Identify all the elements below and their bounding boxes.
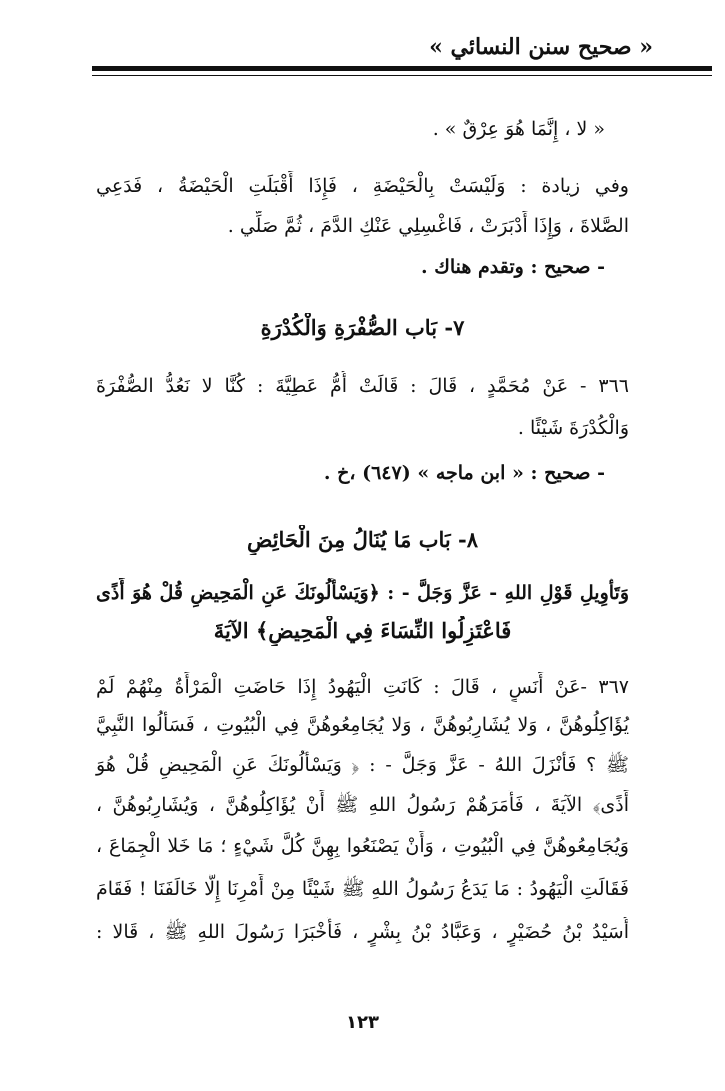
hadith-line: ٣٦٧ -عَنْ أَنَسٍ ، قَالَ : كَانَتِ الْيَهُودُ إِذَا حَاضَتِ الْمَرْأَةُ مِنْهُمْ لَمْ xyxy=(96,676,629,698)
text-line: « لا ، إِنَّمَا هُوَ عِرْقٌ » . xyxy=(432,118,605,140)
hadith-line: أَذًى﴾ الآيَةَ ، فَأَمَرَهُمْ رَسُولُ اللهِ ﷺ أَنْ يُؤَاكِلُوهُنَّ ، وَيُشَارِبُوهُنَّ ، xyxy=(96,794,629,816)
grading-note: - صحيح : وتقدم هناك . xyxy=(421,256,605,278)
hadith-line: وَيُجَامِعُوهُنَّ فِي الْبُيُوتِ ، وَأَنْ يَصْنَعُوا بِهِنَّ كُلَّ شَيْءٍ ؛ مَا خَلا الْجِمَاعَ ، xyxy=(96,835,629,857)
hadith-line: ﷺ ؟ فَأَنْزَلَ اللهُ - عَزَّ وَجَلَّ - : ﴿ وَيَسْأَلُونَكَ عَنِ الْمَحِيضِ قُلْ هُوَ xyxy=(96,754,629,776)
hadith-line: فَقَالَتِ الْيَهُودُ : مَا يَدَعُ رَسُولُ اللهِ ﷺ شَيْئًا مِنْ أَمْرِنَا إِلَّا خَالَفَنَا ! فَقَامَ xyxy=(96,878,629,900)
hadith-line: أُسَيْدُ بْنُ حُضَيْرٍ ، وَعَبَّادُ بْنُ بِشْرٍ ، فَأَخْبَرَا رَسُولَ اللهِ ﷺ ، قَالا : xyxy=(96,921,629,943)
grading-note: - صحيح : « ابن ماجه » (٦٤٧) ،خ . xyxy=(323,462,605,484)
page-number: ١٢٣ xyxy=(346,1012,379,1033)
running-header-title: « صحيح سنن النسائي » xyxy=(429,34,653,60)
hadith-line: وَالْكُدْرَةَ شَيْئًا . xyxy=(517,417,629,439)
chapter-heading: ٨- بَاب مَا يُنَالُ مِنَ الْحَائِضِ xyxy=(246,527,479,552)
chapter-subheading: فَاعْتَزِلُوا النِّسَاءَ فِي الْمَحِيضِ﴾ الآيَةَ xyxy=(213,618,512,643)
hadith-line: ٣٦٦ - عَنْ مُحَمَّدٍ ، قَالَ : قَالَتْ أُمُّ عَطِيَّةَ : كُنَّا لا نَعُدُّ الصُّفْرَةَ xyxy=(96,375,629,397)
chapter-subheading: وَتَأْوِيلِ قَوْلِ اللهِ - عَزَّ وَجَلَّ - : ﴿وَيَسْأَلُونَكَ عَنِ الْمَحِيضِ قُلْ هُوَ أَذًى xyxy=(96,582,629,604)
header-rule-thick xyxy=(92,66,712,71)
text-line: الصَّلاةَ ، وَإِذَا أَدْبَرَتْ ، فَاغْسِلِي عَنْكِ الدَّمَ ، ثُمَّ صَلِّي . xyxy=(227,215,629,237)
text-line: وفي زيادة : وَلَيْسَتْ بِالْحَيْضَةِ ، فَإِذَا أَقْبَلَتِ الْحَيْضَةُ ، فَدَعِي xyxy=(96,175,629,197)
header-rule-thin xyxy=(92,75,712,76)
hadith-line: يُؤَاكِلُوهُنَّ ، وَلا يُشَارِبُوهُنَّ ، وَلا يُجَامِعُوهُنَّ فِي الْبُيُوتِ ، فَسَأَلُوا النَّبِيَّ xyxy=(96,714,629,736)
chapter-heading: ٧- بَاب الصُّفْرَةِ وَالْكُدْرَةِ xyxy=(260,315,465,340)
